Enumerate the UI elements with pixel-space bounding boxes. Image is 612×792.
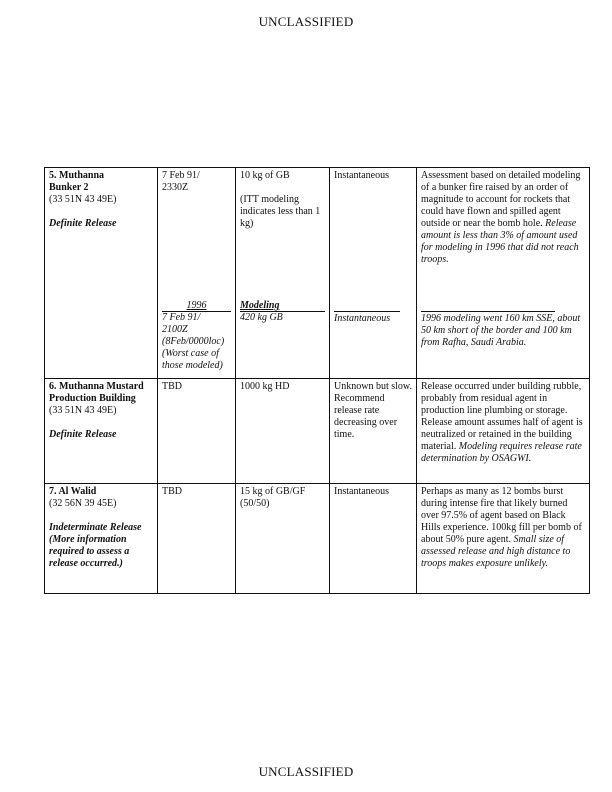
- site-name: 5. Muthanna: [49, 170, 105, 181]
- duration-cell: [330, 484, 417, 594]
- release-status: Indeterminate Release (More information required to assess a release occurred.): [49, 522, 142, 569]
- modeling-heading: Modeling: [240, 300, 280, 311]
- amount-cell: [236, 484, 330, 594]
- site-coords: (32 56N 39 45E): [49, 498, 117, 509]
- assessment-comment-italic: Release amount is less than 3% of amount used for modeling in 1996 that did not reach troops.: [421, 218, 579, 265]
- modeled-date: 7 Feb 91/: [162, 312, 201, 323]
- duration-cell: [330, 168, 417, 379]
- release-status: Definite Release: [49, 429, 117, 440]
- release-amount: 15 kg of GB/GF (50/50): [240, 486, 306, 509]
- date-cell: [158, 484, 236, 594]
- modeling-comment: 1996 modeling went 160 km SSE, about 50 km short of the border and 100 km from Rafha, Saudi Arabia.: [421, 313, 581, 348]
- release-duration: Unknown but slow. Recommend release rate decreasing over time.: [334, 381, 412, 440]
- comment-cell: [417, 168, 590, 379]
- release-amount: 1000 kg HD: [240, 381, 290, 392]
- release-time: 2330Z: [162, 182, 189, 193]
- site-name: 6. Muthanna Mustard Production Building: [49, 381, 144, 404]
- site-coords: (33 51N 43 49E): [49, 405, 117, 416]
- amount-cell: [236, 379, 330, 484]
- table-row: [45, 484, 590, 594]
- date-cell: [158, 168, 236, 379]
- classification-marking-top: UNCLASSIFIED: [258, 14, 354, 29]
- amount-cell: [236, 168, 330, 379]
- release-duration: Instantaneous: [334, 170, 389, 181]
- duration-cell: [330, 379, 417, 484]
- assessment-comment: Perhaps as many as 12 bombs burst during intense fire that likely burned over 97.5% of agent based on Black Hills experience. 100kg fill per bomb of about 50% pure agent.: [421, 486, 582, 545]
- assessment-comment: Assessment based on detailed modeling of a bunker fire raised by an order of magnitude to account for rockets that could have flown and spilled agent outside or near the bomb hole.: [421, 170, 581, 229]
- modeled-time: 2100Z: [162, 324, 188, 335]
- amount-note: (ITT modeling indicates less than 1 kg): [240, 194, 321, 229]
- release-status: Definite Release: [49, 218, 117, 229]
- modeled-local-time: (8Feb/0000loc): [162, 336, 225, 347]
- release-date: TBD: [162, 381, 182, 392]
- classification-marking-bottom: UNCLASSIFIED: [258, 764, 354, 779]
- table-row: [45, 168, 590, 379]
- modeled-duration: Instantaneous: [334, 313, 391, 324]
- modeling-year: 1996: [186, 300, 207, 311]
- release-assessment-table: [44, 167, 590, 594]
- assessment-comment: Release occurred under building rubble, probably from residual agent in production line plumbing or storage. Release amount assumes half of agent is neutralized or retained in the building material.: [421, 381, 583, 452]
- site-cell: [45, 168, 158, 379]
- assessment-comment-italic: Small size of assessed release and high distance to troops makes exposure unlikely.: [421, 534, 571, 569]
- comment-cell: [417, 484, 590, 594]
- table-row: [45, 379, 590, 484]
- worst-case-note: (Worst case of those modeled): [162, 348, 223, 371]
- release-duration: Instantaneous: [334, 486, 389, 497]
- release-date: TBD: [162, 486, 182, 497]
- site-cell: [45, 484, 158, 594]
- site-cell: [45, 379, 158, 484]
- site-name: 7. Al Walid: [49, 486, 97, 497]
- release-date: 7 Feb 91/: [162, 170, 200, 181]
- comment-cell: [417, 379, 590, 484]
- site-coords: (33 51N 43 49E): [49, 194, 117, 205]
- release-amount: 10 kg of GB: [240, 170, 290, 181]
- assessment-comment-italic: Modeling requires release rate determination by OSAGWI.: [421, 441, 582, 464]
- modeled-amount: 420 kg GB: [240, 312, 283, 323]
- site-name-line2: Bunker 2: [49, 182, 89, 193]
- date-cell: [158, 379, 236, 484]
